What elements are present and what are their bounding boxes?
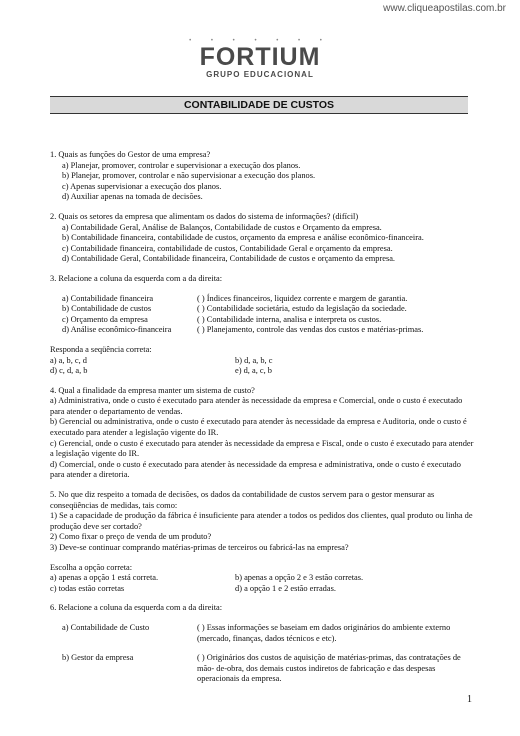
- answer-choice: e) d, a, c, b: [235, 366, 272, 376]
- answer-row: [50, 584, 475, 595]
- question-2-text: 2. Quais os setores da empresa que alimentam os dados do sistema de informações? (difícil): [50, 211, 359, 221]
- question-4: [50, 386, 475, 481]
- question-5-item: 3) Deve-se continuar comprando matérias-primas de terceiros ou fabricá-las na empresa?: [50, 543, 349, 552]
- match-right: ( ) Planejamento, controle das vendas dos custos e matérias-primas.: [197, 325, 424, 335]
- match-left: c) Orçamento da empresa: [62, 314, 148, 324]
- question-2-option: d) Contabilidade Geral, Contabilidade financeira, Contabilidade de custos e orçamento da empresa.: [62, 254, 396, 264]
- question-3-answer-prompt: Responda a seqüência correta:: [50, 344, 152, 354]
- match-right: ( ) Índices financeiros, liquidez corrente e margem de garantia.: [197, 293, 408, 303]
- question-4-option: b) Gerencial ou administrativa, onde o custo é executado para atender às necessidade da empresa e Auditoria, onde o custo é executado para atender a legislação vigente do IR.: [50, 417, 467, 438]
- page-number: 1: [467, 694, 472, 705]
- match-row: [50, 294, 475, 305]
- question-5-answer-prompt: Escolha a opção correta:: [50, 562, 133, 572]
- question-4-text: 4. Qual a finalidade da empresa manter um sistema de custo?: [50, 385, 255, 395]
- answer-choice: d) a opção 1 e 2 estão erradas.: [235, 583, 336, 593]
- answer-choice: a) apenas a opção 1 está correta.: [50, 573, 159, 583]
- answer-choice: a) a, b, c, d: [50, 355, 87, 365]
- fortium-logo: [0, 38, 520, 80]
- match-right: ( ) Contabilidade interna, analisa e interpreta os custos.: [197, 314, 382, 324]
- match-right: ( ) Originários dos custos de aquisição de matérias-primas, das contratações de mão- de-obra, dos demais custos indiretos de fabricação e das despesas operacionais da empresa.: [197, 653, 461, 684]
- answer-row: [50, 356, 475, 367]
- answer-choice: b) d, a, b, c: [235, 355, 273, 365]
- match-row: [50, 325, 475, 336]
- question-4-option: c) Gerencial, onde o custo é executado para atender às necessidade da empresa e Fiscal, onde o custo é executado para atender a legislação vigente do IR.: [50, 438, 474, 459]
- question-3: [50, 274, 475, 377]
- match-left: b) Gestor da empresa: [62, 653, 134, 663]
- match-right: ( ) Contabilidade societária, estudo da legislação da sociedade.: [197, 304, 407, 314]
- question-4-option: d) Comercial, onde o custo é executado para atender às necessidade da empresa e administrativa, onde o custo é executado para atender a diretoria.: [50, 459, 461, 480]
- match-row: [50, 304, 475, 315]
- question-2-option: a) Contabilidade Geral, Análise de Balanços, Contabilidade de custos e Orçamento da empresa.: [62, 222, 382, 232]
- match-left: b) Contabilidade de custos: [62, 304, 152, 314]
- match-right: ( ) Essas informações se baseiam em dados originários do ambiente externo (mercado, finanças, dados técnicos e etc).: [197, 622, 451, 643]
- logo-subtitle: GRUPO EDUCACIONAL: [206, 70, 314, 79]
- match-left: a) Contabilidade financeira: [62, 293, 154, 303]
- question-list: [50, 150, 475, 685]
- question-2-option: b) Contabilidade financeira, contabilidade de custos, orçamento da empresa e análise econômico-financeira.: [62, 233, 424, 243]
- match-left: d) Análise econômico-financeira: [62, 325, 172, 335]
- question-1: [50, 150, 475, 203]
- question-1-option: c) Apenas supervisionar a execução dos planos.: [62, 181, 222, 191]
- answer-choice: d) c, d, a, b: [50, 366, 88, 376]
- match-row: [50, 315, 475, 326]
- question-2: [50, 212, 475, 265]
- match-row: [50, 653, 475, 685]
- answer-choice: c) todas estão corretas: [50, 583, 125, 593]
- question-1-option: b) Planejar, promover, controlar e não supervisionar a execução dos planos.: [62, 171, 316, 181]
- question-5-text: 5. No que diz respeito a tomada de decisões, os dados da contabilidade de custos servem para o gestor mensurar as conseqüências de medidas, tais como:: [50, 490, 435, 510]
- answer-row: [50, 366, 475, 377]
- question-5-item: 2) Como fixar o preço de venda de um produto?: [50, 532, 212, 542]
- answer-choice: b) apenas a opção 2 e 3 estão corretas.: [235, 573, 364, 583]
- site-url[interactable]: www.cliqueapostilas.com.br: [383, 3, 506, 14]
- question-5: [50, 490, 475, 594]
- question-1-text: 1. Quais as funções do Gestor de uma empresa?: [50, 150, 211, 159]
- question-6-text: 6. Relacione a coluna da esquerda com a da direita:: [50, 603, 223, 613]
- logo-dots: • • • • • • •: [189, 38, 331, 44]
- answer-row: [50, 573, 475, 584]
- match-row: [50, 623, 475, 644]
- logo-name: FORTIUM: [199, 43, 321, 71]
- document-title: CONTABILIDADE DE CUSTOS: [50, 96, 468, 114]
- question-5-item: 1) Se a capacidade de produção da fábrica é insuficiente para atender a todos os pedidos dos clientes, qual produto ou linha de produção deve ser cortado?: [50, 511, 473, 531]
- question-1-option: d) Auxiliar apenas na tomada de decisões.: [62, 192, 203, 202]
- question-3-text: 3. Relacione a coluna da esquerda com a da direita:: [50, 273, 223, 283]
- question-2-option: c) Contabilidade financeira, contabilidade de custos, Contabilidade Geral e orçamento da empresa.: [62, 243, 393, 253]
- question-6: [50, 603, 475, 685]
- question-4-option: a) Administrativa, onde o custo é executado para atender às necessidade da empresa e Comercial, onde o custo é executado para atender o departamento de vendas.: [50, 396, 463, 416]
- question-1-option: a) Planejar, promover, controlar e supervisionar a execução dos planos.: [62, 160, 301, 170]
- match-left: a) Contabilidade de Custo: [62, 622, 150, 632]
